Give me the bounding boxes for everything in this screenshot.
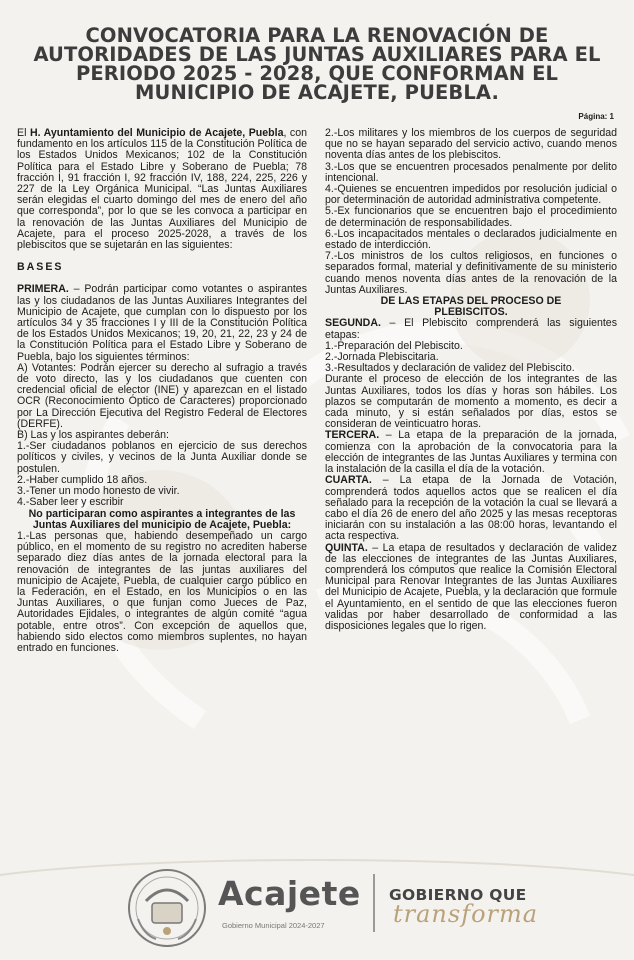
requisito-item: 1.-Ser ciudadanos poblanos en ejercicio de sus derechos políticos y civiles, y vecinos de la Junta Auxiliar donde se postulen. [17, 440, 307, 475]
slogan-line-1: GOBIERNO QUE [389, 886, 527, 904]
right-column [325, 128, 617, 632]
tercera-text: – La etapa de la preparación de la jornada, comienza con la aprobación de la convocatoria para la elección de integrantes de las Juntas Auxiliares y termina con la instalación de la casilla el día de la votación. [325, 429, 617, 476]
cuarta-text: – La etapa de la Jornada de Votación, comprenderá todos aquellos actos que se realicen el día señalado para la recepción de la votación la cual se llevará a cabo el día 26 de enero del año 2025 y las mesas receptoras iniciarán con su instalación a las 08:00 horas, levantando el acta respectiva. [325, 474, 617, 543]
page-number: Página: 1 [578, 112, 614, 121]
restriction-item: 7.-Los ministros de los cultos religiosos, en funciones o separados formal, material y definitivamente de su ministerio cuando menos noventa días antes de la renovación de la Juntas Auxiliares. [325, 250, 617, 296]
restriction-item: 1.-Las personas que, habiendo desempeñado un cargo público, en el momento de su registro no acrediten haberse separado diez días antes de la jornada electoral para la renovación de integrantes de las juntas auxiliares del municipio de Acajete, Puebla, de cualquier cargo público en la Federación, en el Estado, en los Municipios o en las Juntas Auxiliares, o que funjan como Jueces de Paz, Autoridades Ejidales, o integrantes de algún comité “agua potable, entre otros”. Con excepción de aquellos que, habiendo sido electos como miembros suplentes, no hayan entrado en funciones. [17, 529, 307, 654]
segunda-label: SEGUNDA. [325, 317, 381, 330]
no-participaran-heading: No participaran como aspirantes a integrantes de las Juntas Auxiliares del municipio de Acajete, Puebla: [28, 507, 296, 531]
restriction-item: 5.-Ex funcionarios que se encuentren bajo el procedimiento de determinación de responsabilidades. [325, 205, 617, 229]
quinta-paragraph [325, 543, 617, 633]
bases-heading: BASES [17, 261, 64, 274]
intro-paragraph [17, 128, 307, 251]
cuarta-paragraph [325, 475, 617, 542]
etapa-item: 3.-Resultados y declaración de validez del Plebiscito. [325, 362, 575, 375]
left-column [17, 128, 307, 654]
primera-paragraph [17, 284, 307, 362]
tercera-label: TERCERA. [325, 429, 380, 442]
restriction-item: 3.-Los que se encuentren procesados penalmente por delito intencional. [325, 160, 617, 184]
aspirantes-heading: B) Las y los aspirantes deberán: [17, 429, 169, 442]
footer-divider [373, 874, 375, 932]
restriction-item: 2.-Los militares y los miembros de los cuerpos de seguridad que no se hayan separado del servicio activo, cuando menos noventa días antes de los plebiscitos. [325, 127, 617, 162]
requisito-item: 2.-Haber cumplido 18 años. [17, 473, 148, 486]
intro-authority: H. Ayuntamiento del Municipio de Acajete, Puebla [29, 127, 284, 139]
intro-prefix: El [17, 127, 30, 139]
municipal-seal-icon [126, 867, 208, 949]
cuarta-label: CUARTA. [325, 474, 372, 487]
primera-label: PRIMERA. [17, 283, 69, 296]
segunda-text: – El Plebiscito comprenderá las siguientes etapas: [325, 317, 617, 341]
durante-paragraph: Durante el proceso de elección de los integrantes de las Juntas Auxiliares, todos los días y horas son hábiles. Los plazos se computarán de momento a momento, es decir a cada minuto, y si están señalados por días, estos se consideran de veinticuatro horas. [325, 373, 617, 431]
segunda-paragraph [325, 318, 617, 340]
votantes-paragraph: A) Votantes: Podrán ejercer su derecho al sufragio a través de voto directo, las y los ciudadanos que cuenten con credencial oficial de elector (INE) y aparezcan en el listado OCR (Reconocimiento Óptico de Caracteres) proporcionado por La Dirección Ejecutiva del Registro Federal de Electores (DERFE). [17, 361, 307, 430]
primera-text: – Podrán participar como votantes o aspirantes las y los ciudadanos de las Juntas Auxiliares Integrantes del Municipio de Acajete, que cumplan con lo dispuesto por los artículos 34 y 35 fracciones I y III de la Constitución Política de los Estados Unidos Mexicanos; 19, 20, 21, 22, 23 y 24 de la Constitución Política para el Estado Libre y Soberano de Puebla, bajo los siguientes términos: [17, 283, 307, 363]
title-line: MUNICIPIO DE ACAJETE, PUEBLA. [135, 81, 499, 104]
intro-text: , con fundamento en los artículos 115 de la Constitución Política de los Estados Unidos Mexicanos; 102 de la Constitución Política para el Estado Libre y Soberano de Puebla; 78 fracción I, 91 fracción I, 92 fracción IV, 188, 224, 225, 226 y 227 de la Ley Orgánica Municipal. “Las Juntas Auxiliares serán elegidas el cuarto domingo del mes de enero del año que corresponda”, por lo que se les convoca a participar en la renovación de las Juntas Auxiliares del Municipio de Acajete, para el proceso 2025-2028, a través de los plebiscitos que se sujetarán en las siguientes: [17, 127, 308, 252]
title-line: AUTORIDADES DE LAS JUNTAS AUXILIARES PARA EL [33, 43, 601, 66]
etapa-item: 1.-Preparación del Plebiscito. [325, 339, 463, 352]
slogan-line-2: transforma [393, 900, 539, 928]
requisito-item: 3.-Tener un modo honesto de vivir. [17, 485, 180, 498]
requisito-item: 4.-Saber leer y escribir [17, 496, 124, 509]
tercera-paragraph [325, 430, 617, 475]
title-line: PERIODO 2025 - 2028, QUE CONFORMAN EL [75, 62, 559, 85]
etapas-heading: DE LAS ETAPAS DEL PROCESO DE PLEBISCITOS. [380, 295, 562, 319]
etapa-item: 2.-Jornada Plebiscitaria. [325, 351, 439, 364]
restriction-item: 4.-Quienes se encuentren impedidos por resolución judicial o por determinación de autoridad administrativa competente. [325, 183, 617, 207]
brand-name: Acajete [218, 874, 361, 913]
quinta-text: – La etapa de resultados y declaración de validez de las elecciones de integrantes de las Juntas Auxiliares, comprenderá los cómputos que realice la Comisión Electoral Municipal para Renovar Integrantes de las Juntas Auxiliares del Municipio de Acajete, Puebla, y la declaración que formule el Ayuntamiento, en el sentido de que las elecciones fueron validas por haber desarrollado de conformidad a las disposiciones legales que lo rigen. [325, 541, 617, 632]
restriction-item: 6.-Los incapacitados mentales o declarados judicialmente en estado de interdicción. [325, 227, 617, 252]
title-line: CONVOCATORIA PARA LA RENOVACIÓN DE [85, 24, 549, 47]
brand-subtitle: Gobierno Municipal 2024-2027 [222, 921, 325, 930]
document-title [10, 26, 624, 102]
quinta-label: QUINTA. [325, 541, 368, 554]
